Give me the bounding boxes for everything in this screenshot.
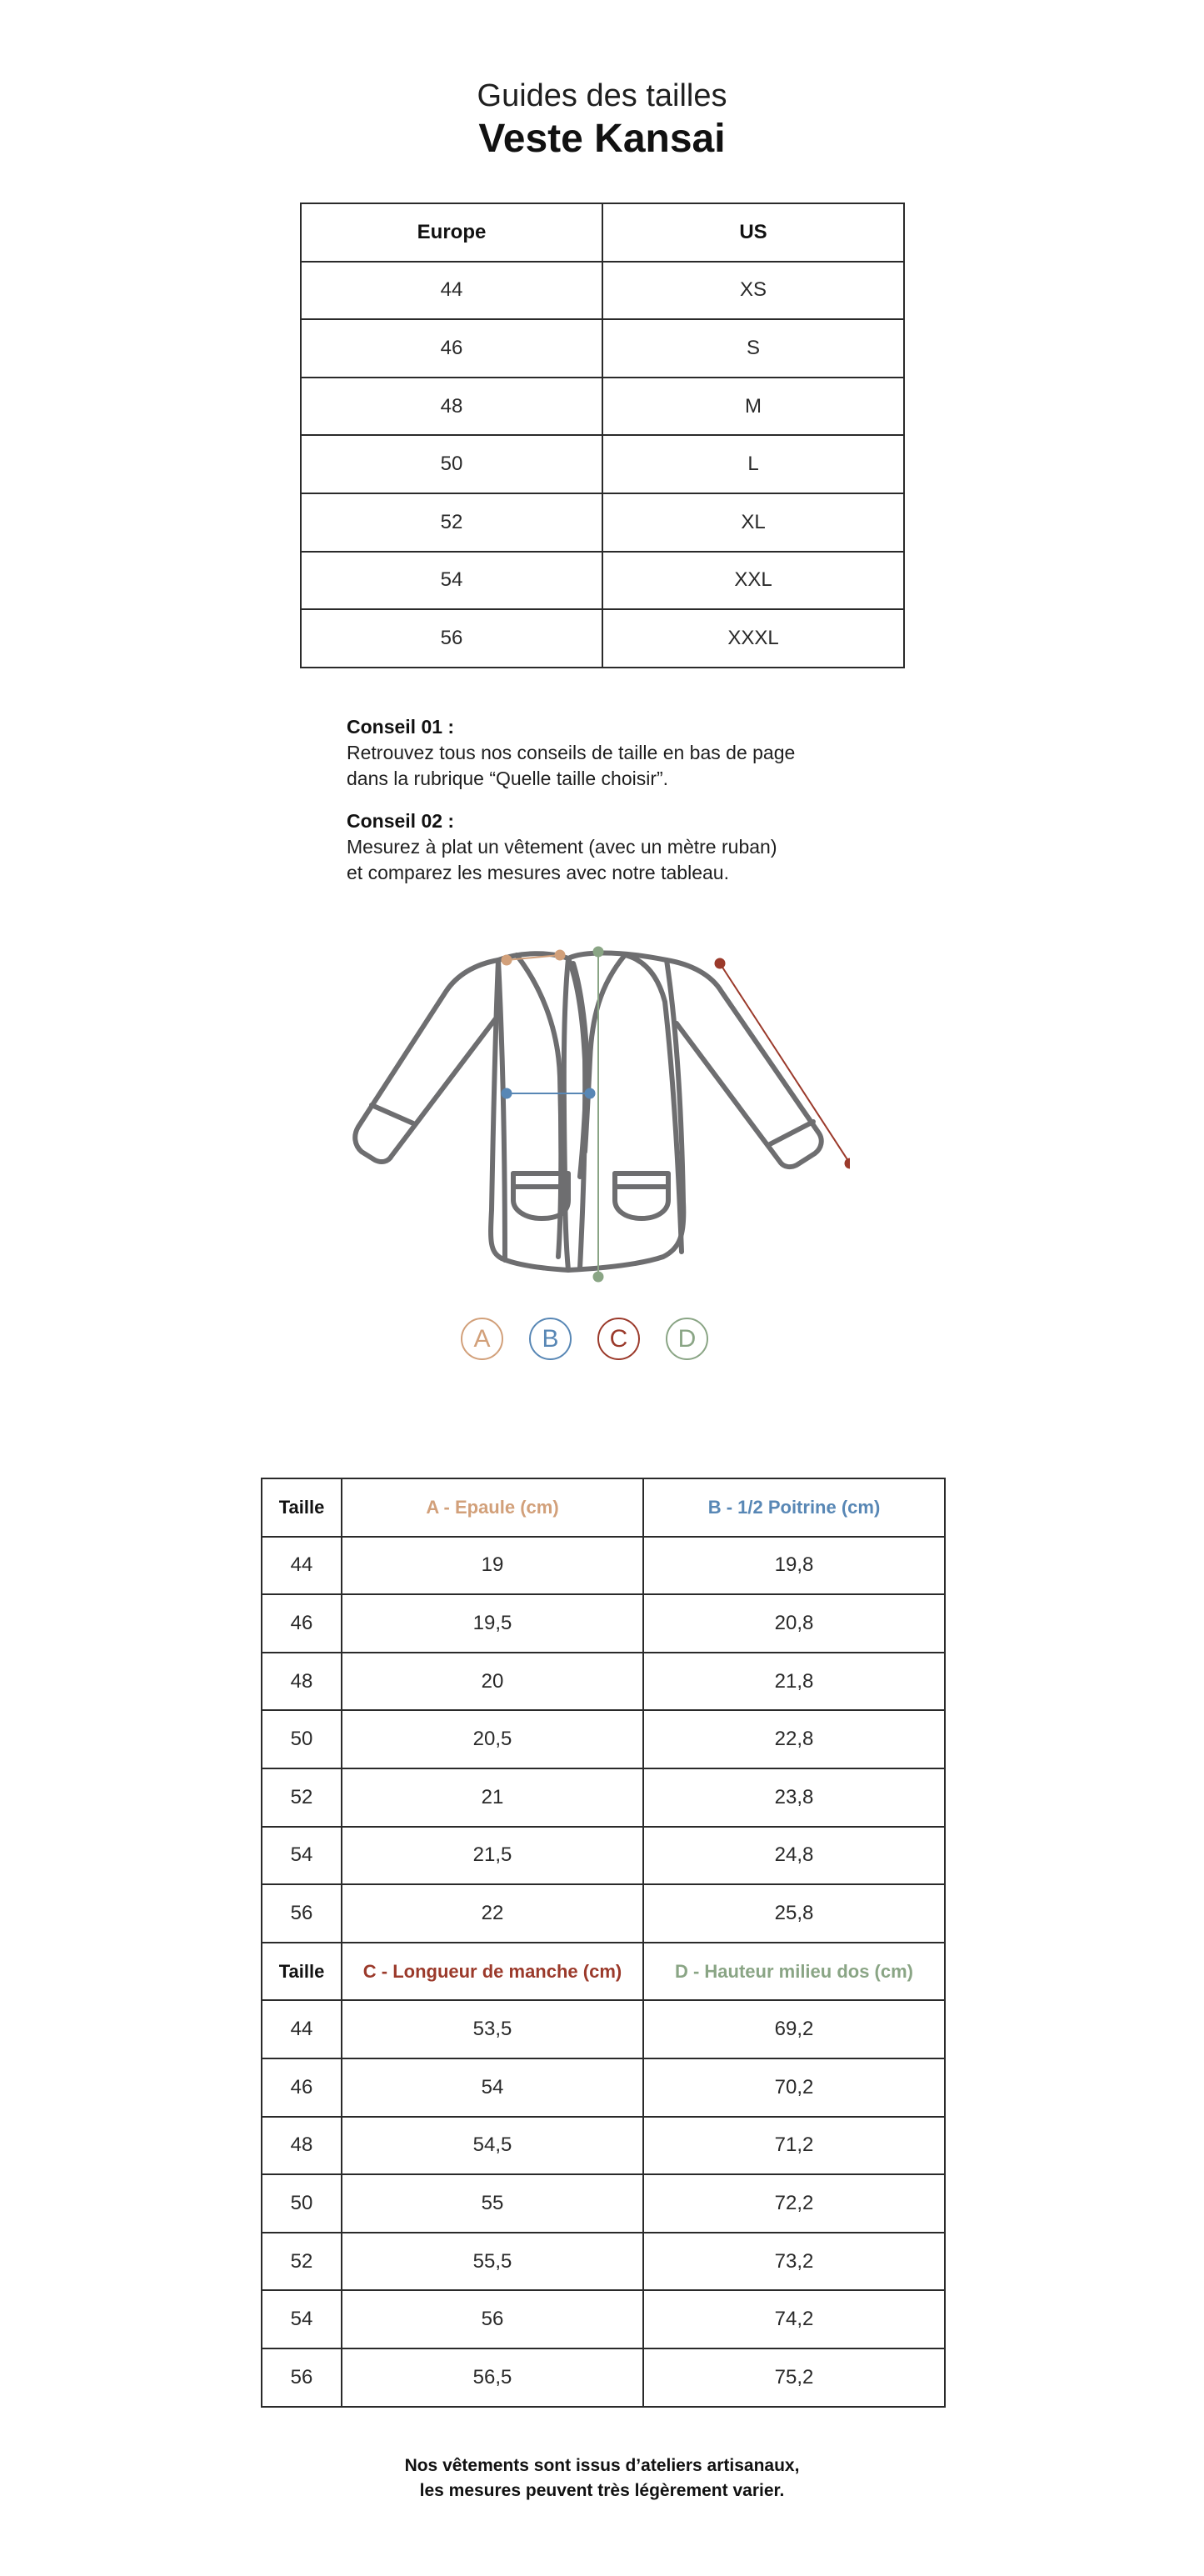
footer-line: Nos vêtements sont issus d’ateliers artisanaux, [404,2456,800,2475]
right-lapel-outline [585,955,625,1152]
back-length-cell: 72,2 [643,2174,945,2233]
footer-note [0,2453,1204,2503]
back-length-cell: 71,2 [643,2117,945,2175]
shoulder-cell: 22 [342,1884,643,1943]
table-row [262,2174,945,2233]
table-header-row [301,203,904,262]
size-cell: 54 [262,1827,342,1885]
tip-text: Retrouvez tous nos conseils de taille en bas de page [347,742,796,763]
column-header-back-length: D - Hauteur milieu dos (cm) [643,1943,945,2001]
chest-cell: 19,8 [643,1537,945,1595]
sleeve-length-cell: 54,5 [342,2117,643,2175]
table-row [262,2000,945,2058]
europe-size-cell: 46 [301,319,602,378]
left-lapel-outline [498,960,505,1260]
size-cell: 52 [262,2233,342,2291]
tip-02 [347,808,880,886]
right-pocket-outline [615,1173,668,1218]
back-length-cell: 70,2 [643,2058,945,2117]
column-header-chest: B - 1/2 Poitrine (cm) [643,1478,945,1537]
sleeve-length-cell: 56 [342,2290,643,2348]
chest-cell: 25,8 [643,1884,945,1943]
table-row [301,493,904,552]
right-cuff-outline [768,1122,813,1145]
size-cell: 46 [262,2058,342,2117]
chest-cell: 24,8 [643,1827,945,1885]
table-header-row [262,1943,945,2001]
back-length-cell: 73,2 [643,2233,945,2291]
page-title: Veste Kansai [478,117,726,161]
back-length-cell: 74,2 [643,2290,945,2348]
table-row [262,2290,945,2348]
size-cell: 48 [262,1653,342,1711]
back-length-cell: 75,2 [643,2348,945,2407]
table-row [262,1537,945,1595]
size-cell: 44 [262,1537,342,1595]
shoulder-cell: 21,5 [342,1827,643,1885]
europe-size-cell: 54 [301,552,602,610]
us-size-cell: XXL [602,552,904,610]
column-header-size: Taille [262,1478,342,1537]
table-row [301,319,904,378]
size-tips [347,714,880,903]
europe-size-cell: 48 [301,378,602,436]
us-size-cell: S [602,319,904,378]
tip-text: et comparez les mesures avec notre tableau. [347,862,729,883]
table-row [262,1710,945,1768]
left-cuff-outline [372,1105,413,1123]
chest-cell: 20,8 [643,1594,945,1653]
us-size-cell: XL [602,493,904,552]
table-row [301,552,904,610]
table-row [301,378,904,436]
chest-cell: 21,8 [643,1653,945,1711]
table-row [262,1768,945,1827]
shoulder-cell: 20,5 [342,1710,643,1768]
table-row [262,2348,945,2407]
sleeve-length-cell: 55,5 [342,2233,643,2291]
size-cell: 50 [262,1710,342,1768]
size-cell: 56 [262,1884,342,1943]
page-subtitle: Guides des tailles [477,78,727,113]
shoulder-cell: 20 [342,1653,643,1711]
back-length-cell: 69,2 [643,2000,945,2058]
table-row [262,2117,945,2175]
shoulder-cell: 21 [342,1768,643,1827]
chest-cell: 23,8 [643,1768,945,1827]
europe-size-cell: 44 [301,262,602,320]
size-cell: 44 [262,2000,342,2058]
sleeve-length-cell: 54 [342,2058,643,2117]
left-placket-outline [564,958,568,1270]
column-header-europe: Europe [301,203,602,262]
size-cell: 56 [262,2348,342,2407]
size-cell: 50 [262,2174,342,2233]
right-sleeve-outline [667,960,822,1167]
sleeve-length-cell: 53,5 [342,2000,643,2058]
table-row [301,435,904,493]
legend-c-badge: C [597,1318,640,1360]
table-row [262,1884,945,1943]
chest-measure-b [502,1088,595,1098]
column-header-sleeve-length: C - Longueur de manche (cm) [342,1943,643,2001]
tip-text: Mesurez à plat un vêtement (avec un mètre ruban) [347,836,777,858]
table-row [262,1594,945,1653]
europe-size-cell: 56 [301,609,602,668]
europe-size-cell: 52 [301,493,602,552]
chest-cell: 22,8 [643,1710,945,1768]
size-cell: 46 [262,1594,342,1653]
legend-d-badge: D [666,1318,708,1360]
sleeve-length-cell: 55 [342,2174,643,2233]
left-sleeve-outline [355,960,498,1162]
measurement-legend [0,1318,1204,1368]
tip-01 [347,714,880,792]
measurement-table [261,1478,946,2408]
table-row [262,1653,945,1711]
us-size-cell: XXXL [602,609,904,668]
europe-size-cell: 50 [301,435,602,493]
size-conversion-table [300,203,905,668]
shoulder-cell: 19 [342,1537,643,1595]
jacket-measurement-icon [350,927,850,1285]
tip-title: Conseil 01 : [347,716,455,738]
shoulder-cell: 19,5 [342,1594,643,1653]
table-row [262,1827,945,1885]
us-size-cell: M [602,378,904,436]
column-header-shoulder: A - Epaule (cm) [342,1478,643,1537]
table-row [301,262,904,320]
page-header [0,77,1204,163]
us-size-cell: XS [602,262,904,320]
column-header-size: Taille [262,1943,342,2001]
legend-a-badge: A [461,1318,503,1360]
table-row [262,2233,945,2291]
legend-b-badge: B [529,1318,572,1360]
size-cell: 48 [262,2117,342,2175]
tip-title: Conseil 02 : [347,810,455,832]
footer-line: les mesures peuvent très légèrement varier. [419,2481,785,2500]
table-row [301,609,904,668]
size-cell: 52 [262,1768,342,1827]
tip-text: dans la rubrique “Quelle taille choisir”. [347,768,669,789]
table-header-row [262,1478,945,1537]
sleeve-length-cell: 56,5 [342,2348,643,2407]
table-row [262,2058,945,2117]
size-cell: 54 [262,2290,342,2348]
us-size-cell: L [602,435,904,493]
column-header-us: US [602,203,904,262]
